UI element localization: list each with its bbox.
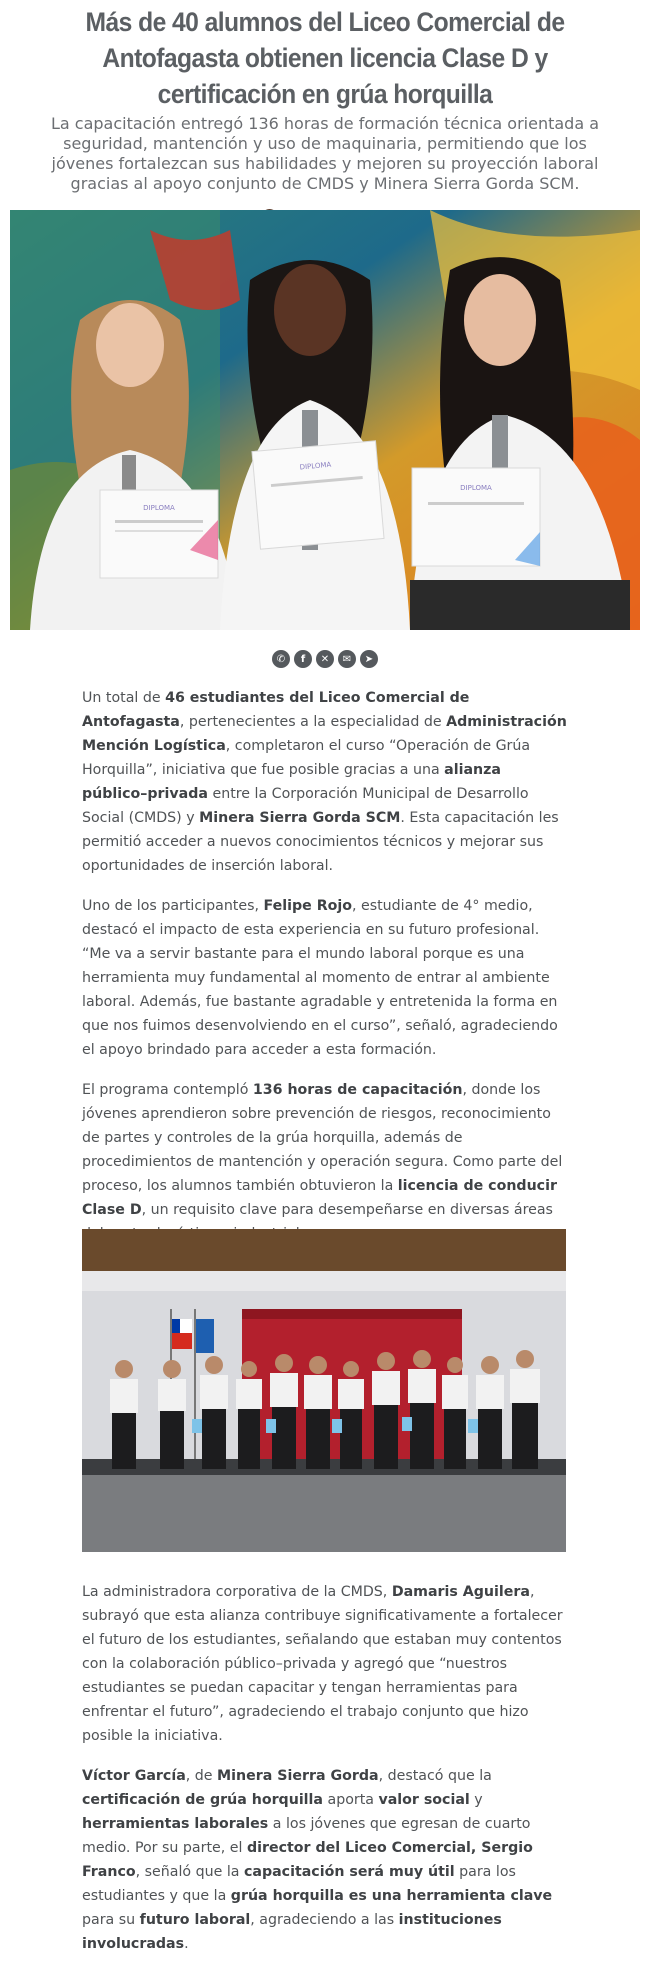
text-run: entre la Corporación Municipal de Desarrollo Social (CMDS) y xyxy=(82,786,529,826)
text-run: , destacó que la xyxy=(378,1768,492,1784)
svg-text:DIPLOMA: DIPLOMA xyxy=(299,460,332,472)
bold-text: Damaris Aguilera xyxy=(391,1584,530,1600)
article-subtitle: La capacitación entregó 136 horas de formación técnica orientada a seguridad, mantención y uso de maquinaria, permitiendo que los jóvenes fortalezcan sus habilidades y mejoren su proyección laboral gracias al apoyo conjunto de CMDS y Minera Sierra Gorda SCM. xyxy=(50,114,600,193)
bold-text: licencia de conducir Clase D xyxy=(82,1178,557,1218)
article-title: Más de 40 alumnos del Liceo Comercial de Antofagasta obtienen licencia Clase D y certificación en grúa horquilla xyxy=(85,7,565,109)
bold-text: 46 estudiantes del Liceo Comercial de Antofagasta xyxy=(82,690,470,730)
text-run: , agradeciendo a las xyxy=(250,1912,399,1928)
text-run: , estudiante de 4° medio, destacó el impacto de esta experiencia en su futuro profesional. “Me va a servir bastante para el mundo laboral porque es una herramienta muy fundamental al momento de entrar al ambiente laboral. Además, fue bastante agradable y entretenida la forma en que nos fuimos desenvolviendo en el curso”, señaló, agradeciendo el apoyo brindado para acceder a esta formación. xyxy=(82,898,558,1058)
email-icon[interactable]: ✉ xyxy=(338,650,356,668)
bold-text: director del Liceo Comercial, Sergio Franco xyxy=(82,1840,533,1880)
text-run: aporta xyxy=(322,1792,379,1808)
bold-text: alianza público–privada xyxy=(82,762,501,802)
group-illustration xyxy=(82,1229,566,1552)
text-run: . xyxy=(184,1936,189,1952)
text-run: El programa contempló xyxy=(82,1082,253,1098)
text-run: a los jóvenes que egresan de cuarto medio. Por su parte, el xyxy=(82,1816,531,1856)
bold-text: herramientas laborales xyxy=(82,1816,269,1832)
whatsapp-icon[interactable]: ✆ xyxy=(272,650,290,668)
bold-text: 136 horas de capacitación xyxy=(252,1082,463,1098)
article-body xyxy=(82,686,570,1262)
bold-text: instituciones involucradas xyxy=(82,1912,502,1952)
text-run: y xyxy=(469,1792,483,1808)
bold-text: futuro laboral xyxy=(139,1912,251,1928)
telegram-icon[interactable]: ➤ xyxy=(360,650,378,668)
text-run: para los estudiantes y que la xyxy=(82,1864,516,1904)
share-bar xyxy=(0,650,650,668)
bold-text: certificación de grúa horquilla xyxy=(82,1792,323,1808)
bold-text: Minera Sierra Gorda SCM xyxy=(199,810,401,826)
text-run: para su xyxy=(82,1912,140,1928)
text-run: . Esta capacitación les permitió acceder a nuevos conocimientos técnicos y mejorar sus oportunidades de inserción laboral. xyxy=(82,810,559,874)
text-run: , un requisito clave para desempeñarse en diversas áreas xyxy=(141,1202,553,1218)
bold-text: grúa horquilla es una herramienta clave xyxy=(230,1888,553,1904)
bold-text: Administración Mención Logística xyxy=(82,714,567,754)
text-run: , señaló que la xyxy=(135,1864,244,1880)
group-photo xyxy=(82,1229,566,1552)
diploma-right xyxy=(412,468,540,566)
hero-illustration xyxy=(10,210,640,630)
facebook-icon[interactable]: f xyxy=(294,650,312,668)
text-run: , subrayó que esta alianza contribuye significativamente a fortalecer el futuro de los estudiantes, señalando que estaban muy contentos con la colaboración público–privada y agregó que “nuestros estudiantes se puedan capacitar y tengan herramientas para enfrentar el futuro”, agradeciendo el trabajo conjunto que hizo posible la iniciativa. xyxy=(82,1584,563,1744)
text-run: Un total de xyxy=(82,690,166,706)
diploma-middle xyxy=(252,441,384,549)
paragraph-2 xyxy=(82,894,570,1062)
bold-text: valor social xyxy=(378,1792,470,1808)
bold-text: Víctor García xyxy=(82,1768,186,1784)
text-run: La administradora corporativa de la CMDS, xyxy=(82,1584,392,1600)
bold-text: Felipe Rojo xyxy=(263,898,352,914)
article-body-continued xyxy=(82,1580,570,1972)
text-run: , pertenecientes a la especialidad de xyxy=(179,714,447,730)
paragraph-3 xyxy=(82,1078,570,1246)
paragraph-5 xyxy=(82,1764,570,1956)
text-run: Uno de los participantes, xyxy=(82,898,264,914)
text-run: , completaron el curso “Operación de Grúa Horquilla”, iniciativa que fue posible gracias a una xyxy=(82,738,531,778)
x-icon[interactable]: ✕ xyxy=(316,650,334,668)
svg-text:DIPLOMA: DIPLOMA xyxy=(460,484,492,492)
hero-image xyxy=(10,210,640,630)
bold-text: Minera Sierra Gorda xyxy=(217,1768,379,1784)
paragraph-4 xyxy=(82,1580,570,1748)
bold-text: capacitación será muy útil xyxy=(243,1864,455,1880)
text-run: , de xyxy=(185,1768,218,1784)
diploma-left xyxy=(100,490,218,578)
paragraph-1 xyxy=(82,686,570,878)
svg-text:DIPLOMA: DIPLOMA xyxy=(143,504,175,512)
text-run: , donde los jóvenes aprendieron sobre prevención de riesgos, reconocimiento de partes y controles de la grúa horquilla, además de procedimientos de mantención y operación segura. Como parte del proceso, los alumnos también obtuvieron la xyxy=(82,1082,563,1194)
